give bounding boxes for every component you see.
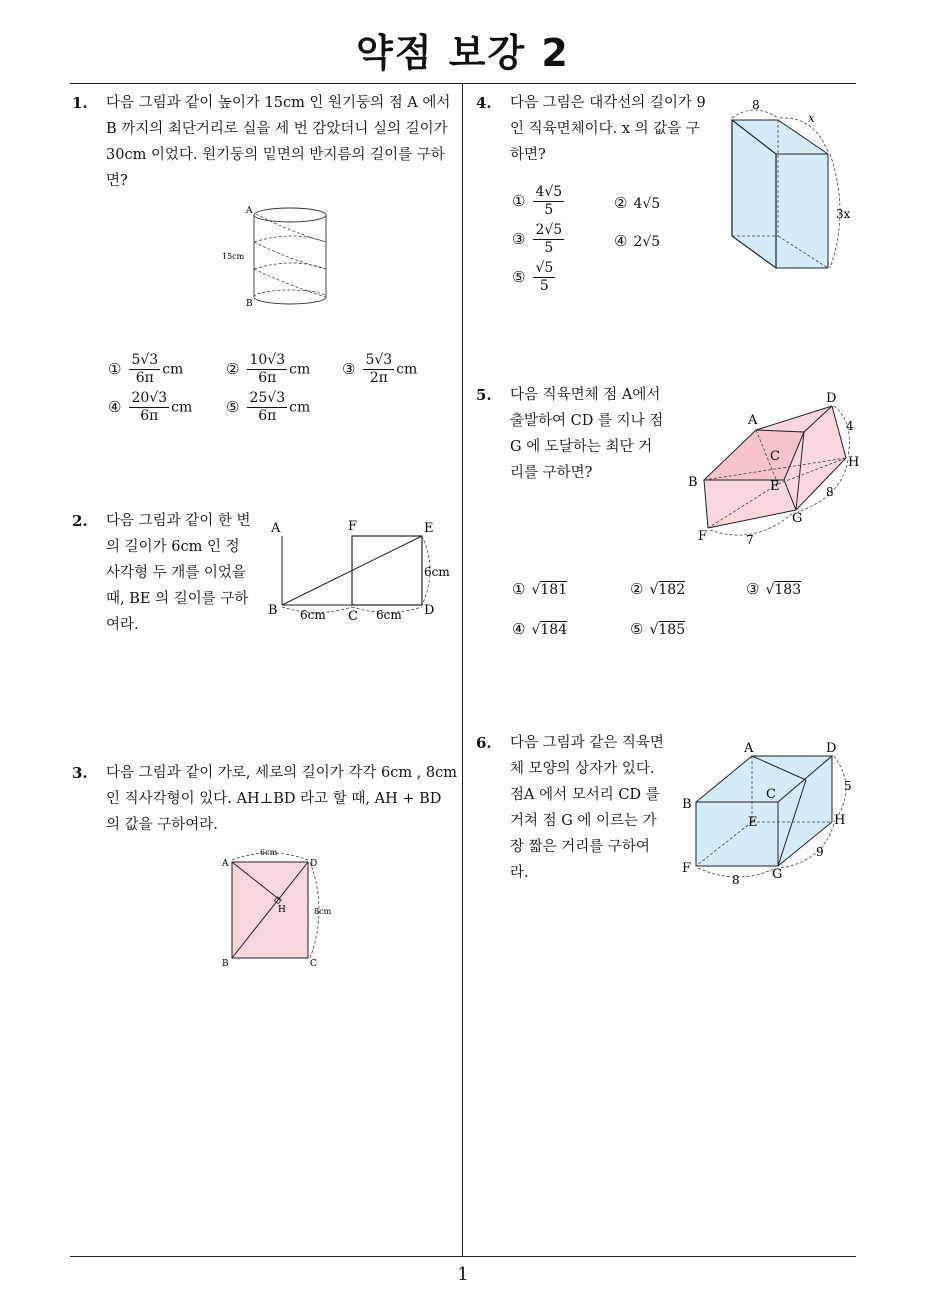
squares-figure	[268, 516, 458, 636]
point-e-label: E	[748, 815, 758, 830]
point-b-label: B	[268, 603, 278, 618]
choice-4[interactable]: ④ 2√5	[614, 232, 661, 250]
point-a-label: A	[748, 413, 758, 428]
question-2	[72, 508, 462, 658]
text-line: 면?	[106, 173, 128, 189]
point-a-label: A	[744, 741, 754, 756]
question-number: 5.	[476, 386, 492, 404]
text-line: 체 모양의 상자가 있다.	[510, 761, 655, 777]
question-text	[510, 90, 730, 168]
question-text	[106, 90, 458, 194]
point-h-label: H	[278, 905, 286, 915]
choice-3[interactable]: ③ $\frac{5√3}{2\pi}$ cm	[342, 352, 418, 386]
text-line: 인 직사각형이 있다. AH⊥BD 라고 할 때, AH + BD	[106, 791, 442, 807]
point-c-label: C	[310, 959, 317, 969]
point-e-label: E	[424, 521, 434, 536]
edge-label: 8	[826, 485, 834, 499]
width-label: 6cm	[260, 848, 278, 857]
question-text	[106, 760, 458, 838]
edge-label: 5	[844, 779, 852, 793]
question-5	[476, 382, 866, 572]
side-label: 6cm	[376, 608, 402, 622]
edge-label: 9	[816, 845, 824, 859]
rectangle-figure	[218, 846, 348, 974]
question-6	[476, 730, 866, 900]
top-edge-label: 8	[752, 98, 760, 112]
text-line: 여라.	[106, 617, 139, 633]
point-g-label: G	[792, 511, 803, 526]
text-line: 인 직육면체이다. x 의 값을 구	[510, 121, 700, 137]
question-number: 6.	[476, 734, 492, 752]
text-line: 리를 구하면?	[510, 465, 593, 481]
height-label: 8cm	[314, 907, 332, 916]
question-text	[510, 730, 670, 886]
choice-3[interactable]: ③ $\frac{2√5}{5}$	[512, 222, 563, 256]
choice-2[interactable]: ② 4√5	[614, 194, 661, 212]
text-line: 의 길이가 6cm 인 정	[106, 539, 240, 555]
side-label: 6cm	[300, 608, 326, 622]
page-title: 약점 보강 2	[356, 31, 570, 75]
page-number: 1	[457, 1264, 469, 1285]
text-line: 다음 그림과 같은 직육면	[510, 735, 664, 751]
choice-2[interactable]: ② √182	[630, 580, 686, 598]
question-number: 3.	[72, 764, 88, 782]
edge-label: 7	[746, 533, 754, 546]
height-label: 3x	[836, 207, 851, 221]
choice-5[interactable]: ⑤ √185	[630, 620, 686, 638]
x-label: x	[808, 111, 815, 125]
question-number: 2.	[72, 512, 88, 530]
bottom-rule	[70, 1256, 856, 1257]
point-g-label: G	[772, 867, 783, 882]
text-line: G 에 도달하는 최단 거	[510, 439, 653, 455]
box-figure	[682, 738, 866, 888]
point-d-label: D	[826, 391, 837, 406]
point-d-label: D	[310, 859, 318, 869]
point-c-label: C	[770, 449, 780, 464]
point-f-label: F	[698, 529, 708, 544]
choice-1[interactable]: ① $\frac{4√5}{5}$	[512, 184, 563, 218]
text-line: B 까지의 최단거리로 실을 세 번 감았더니 실의 길이가	[106, 121, 448, 137]
choice-5[interactable]: ⑤ $\frac{25√3}{6\pi}$ cm	[226, 390, 311, 424]
choice-3[interactable]: ③ √183	[746, 580, 802, 598]
choice-4[interactable]: ④ $\frac{20√3}{6\pi}$ cm	[108, 390, 193, 424]
point-f-label: F	[682, 861, 692, 876]
text-line: 다음 그림은 대각선의 길이가 9	[510, 95, 706, 111]
point-a-label: A	[222, 859, 229, 869]
point-f-label: F	[348, 519, 358, 534]
choice-2[interactable]: ② $\frac{10√3}{6\pi}$ cm	[226, 352, 311, 386]
cylinder-figure	[222, 202, 342, 314]
point-b-label: B	[246, 299, 253, 309]
point-d-label: D	[424, 603, 435, 618]
column-divider	[462, 84, 463, 1256]
text-line: 장 짧은 거리를 구하여	[510, 839, 650, 855]
question-3	[72, 760, 462, 980]
height-label: 15cm	[222, 252, 245, 261]
choice-5[interactable]: ⑤ $\frac{√5}{5}$	[512, 260, 554, 294]
choice-4[interactable]: ④ √184	[512, 620, 568, 638]
point-c-label: C	[348, 609, 358, 624]
point-e-label: E	[770, 479, 780, 494]
point-b-label: B	[682, 797, 692, 812]
text-line: 다음 직육면체 점 A에서	[510, 387, 661, 403]
text-line: 하면?	[510, 147, 546, 163]
text-line: 출발하여 CD 를 지나 점	[510, 413, 664, 429]
point-a-label: A	[246, 206, 253, 216]
text-line: 다음 그림과 같이 가로, 세로의 길이가 각각 6cm , 8cm	[106, 765, 458, 781]
text-line: 다음 그림과 같이 한 변	[106, 513, 251, 529]
edge-label: 8	[732, 873, 740, 887]
text-line: 때, BE 의 길이를 구하	[106, 591, 249, 607]
cuboid-figure	[724, 96, 864, 276]
edge-label: 4	[846, 419, 854, 433]
cuboid-path-figure	[686, 386, 866, 546]
choice-1[interactable]: ① $\frac{5√3}{6\pi}$ cm	[108, 352, 184, 386]
question-text	[510, 382, 680, 486]
text-line: 라.	[510, 865, 529, 881]
text-line: 30cm 이었다. 원기둥의 밑면의 반지름의 길이를 구하	[106, 147, 445, 163]
text-line: 점A 에서 모서리 CD 를	[510, 787, 660, 803]
point-b-label: B	[688, 475, 698, 490]
text-line: 거쳐 점 G 에 이르는 가	[510, 813, 657, 829]
top-rule	[70, 83, 856, 84]
point-b-label: B	[222, 959, 229, 969]
point-c-label: C	[766, 787, 776, 802]
text-line: 다음 그림과 같이 높이가 15cm 인 원기둥의 점 A 에서	[106, 95, 451, 111]
question-number: 4.	[476, 94, 492, 112]
choice-1[interactable]: ① √181	[512, 580, 568, 598]
question-text	[106, 508, 266, 638]
point-d-label: D	[826, 741, 837, 756]
text-line: 사각형 두 개를 이었을	[106, 565, 246, 581]
point-h-label: H	[834, 813, 846, 828]
side-label: 6cm	[424, 565, 450, 579]
point-a-label: A	[271, 521, 281, 536]
question-number: 1.	[72, 94, 88, 112]
point-h-label: H	[848, 455, 860, 470]
text-line: 의 값을 구하여라.	[106, 817, 218, 833]
